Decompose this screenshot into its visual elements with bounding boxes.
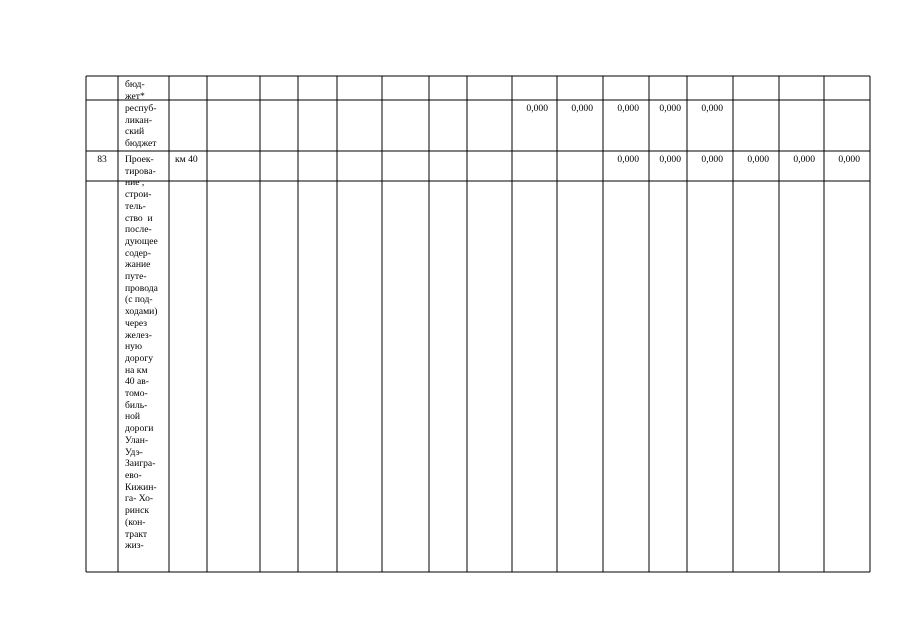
row-number: 83 (97, 154, 107, 165)
republican-value-3: 0,000 (617, 103, 639, 114)
item83-value-6: 0,000 (838, 154, 860, 165)
republican-budget-label: респуб- ликан- ский бюджет (125, 103, 157, 150)
budget-label-tail: бюд- жет* (125, 79, 145, 102)
item83-value-3: 0,000 (701, 154, 723, 165)
republican-value-5: 0,000 (701, 103, 723, 114)
republican-value-1: 0,000 (526, 103, 548, 114)
item83-value-5: 0,000 (793, 154, 815, 165)
item83-value-4: 0,000 (747, 154, 769, 165)
item83-value-1: 0,000 (617, 154, 639, 165)
project-location: км 40 (175, 154, 198, 165)
project-name: Проек- тирова- ние , строи- тель- ство и после- дующее содер- жание путе- провода (с под- ходами) через желез- ную дорогу на км 40 ав- томо- биль- ной дороги Улан- Удэ- Заигра- ево- Кижин- га- Хо- ринск (кон- тракт жиз- (125, 154, 158, 552)
republican-value-2: 0,000 (571, 103, 593, 114)
item83-value-2: 0,000 (659, 154, 681, 165)
republican-value-4: 0,000 (659, 103, 681, 114)
